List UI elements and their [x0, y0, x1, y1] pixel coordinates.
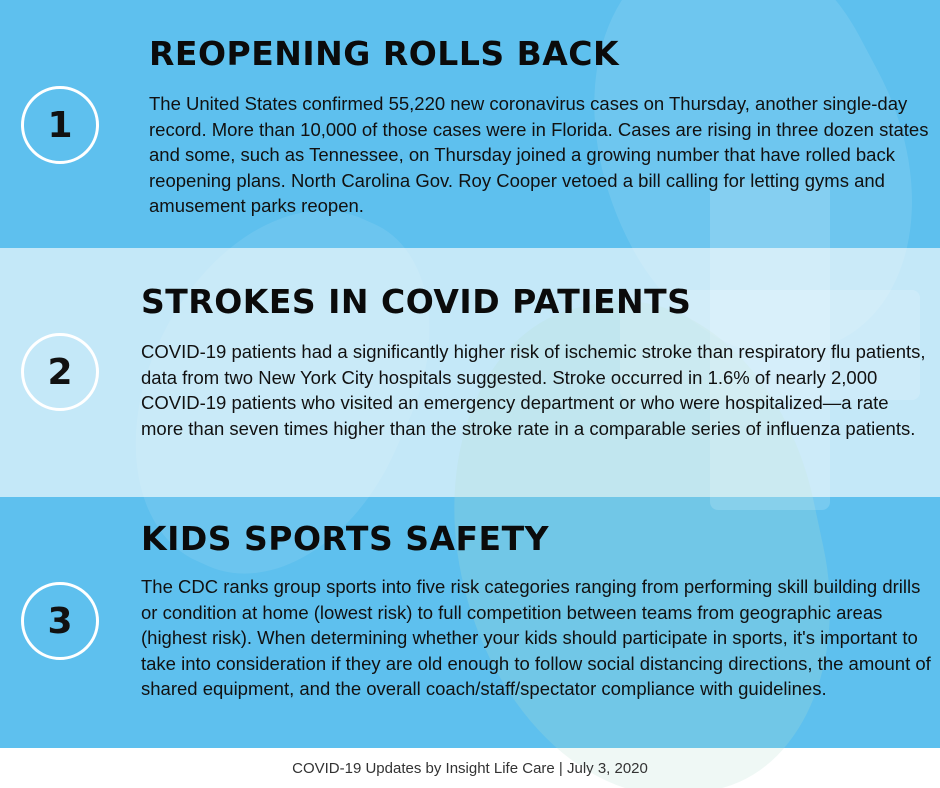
section-1-text: The United States confirmed 55,220 new coronavirus cases on Thursday, another single-day record. More than 10,000 of those cases were in Florida. Cases are rising in three dozen states and some, such as Tennessee, on Thursday joined a growing number that have rolled back reopening plans. North Carolina Gov. Roy Cooper vetoed a bill calling for letting gyms and amusement parks reopen. — [149, 93, 929, 216]
footer-credit: COVID-19 Updates by Insight Life Care | July 3, 2020 — [292, 759, 648, 777]
section-3-title: KIDS SPORTS SAFETY — [141, 519, 549, 558]
section-2-number-badge: 2 — [21, 333, 99, 411]
section-1-number-badge: 1 — [21, 86, 99, 164]
section-2-title: STROKES IN COVID PATIENTS — [141, 282, 692, 321]
section-2-text: COVID-19 patients had a significantly higher risk of ischemic stroke than respiratory flu patients, data from two New York City hospitals suggested. Stroke occurred in 1.6% of nearly 2,000 COVID-19 patients who visited an emergency department or who were hospitalized—a rate more than seven times higher than the stroke rate in a comparable series of influenza patients. — [141, 341, 926, 439]
section-3-number-badge: 3 — [21, 582, 99, 660]
section-1-title: REOPENING ROLLS BACK — [149, 34, 620, 73]
section-3-text: The CDC ranks group sports into five risk categories ranging from performing skill building drills or condition at home (lowest risk) to full competition between teams from geographic areas (highest risk). When determining whether your kids should participate in sports, it's important to take into consideration if they are old enough to follow social distancing directions, the amount of shared equipment, and the overall coach/staff/spectator compliance with guidelines. — [141, 576, 931, 699]
